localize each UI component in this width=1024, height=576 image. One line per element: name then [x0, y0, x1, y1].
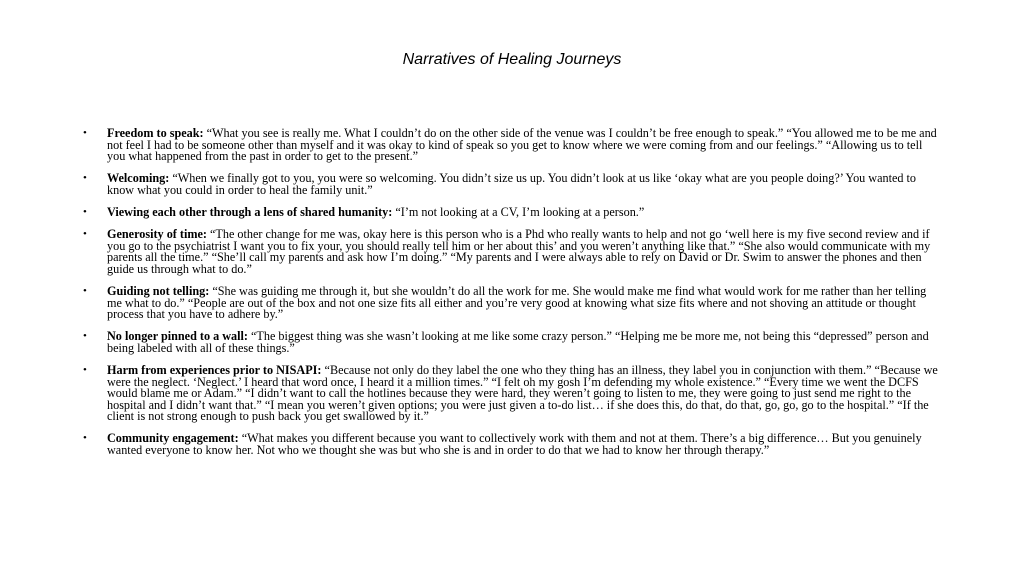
bullet-text: “The other change for me was, okay here is this person who is a Phd who really wants to help and not go ‘well here is my five second review and if you go to the psychiatrist I want you to fix your, you should really tell him or her about this’ and you weren’t anything like that.” “She also would communicate with my parents all the time.” “She’ll call my parents and ask how I’m doing.” “My parents and I were always able to rely on David or Dr. Swim to answer the phones and then guide us through what to do.” [107, 227, 931, 276]
bullet-label: Freedom to speak: [107, 126, 207, 140]
bullet-item-freedom-to-speak [83, 128, 943, 163]
bullet-item-welcoming [83, 173, 943, 196]
bullet-dot-icon: • [83, 284, 87, 297]
bullet-text: “When we finally got to you, you were so welcoming. You didn’t size us up. You didn’t look at us like ‘okay what are you people doing?’ You wanted to know what you could in order to heal the family unit.” [107, 171, 917, 197]
bullet-dot-icon: • [83, 228, 87, 241]
bullet-item-generosity-of-time [83, 229, 943, 275]
bullet-item-no-longer-pinned [83, 331, 943, 354]
bullet-dot-icon: • [83, 330, 87, 343]
bullet-text: “I’m not looking at a CV, I’m looking at a person.” [395, 204, 645, 219]
bullet-text: “She was guiding me through it, but she wouldn’t do all the work for me. She would make me find what would work for me rather than her telling me what to do.” “People are out of the box and not one size fits all either and you’re very good at knowing what size fits where and not shoving an attitude or thought process that you have to adhere by.” [107, 283, 927, 322]
bullet-dot-icon: • [83, 205, 87, 218]
slide-title: Narratives of Healing Journeys [402, 51, 622, 68]
bullet-text: “What makes you different because you want to collectively work with them and not at them. There’s a big difference… But you genuinely wanted everyone to know her. Not who we thought she was but who she is and in order to do that we had to know her through therapy.” [107, 431, 922, 457]
bullet-dot-icon: • [83, 432, 87, 445]
bullet-text: “The biggest thing was she wasn’t looking at me like some crazy person.” “Helping me be more me, not being this “depressed” person and being labeled with all of these things.” [107, 329, 929, 355]
bullet-item-guiding-not-telling [83, 283, 943, 322]
bullet-item-shared-humanity [83, 204, 943, 219]
bullet-dot-icon: • [83, 127, 87, 139]
bullet-item-community-engagement [83, 433, 943, 456]
bullet-list [83, 128, 943, 467]
bullet-label: Community engagement: [107, 431, 242, 446]
bullet-text: “Because not only do they label the one who they thing has an illness, they label you in conjunction with them.” “Because we were the neglect. ‘Neglect.’ I heard that word once, I heard it a million times.” “I felt oh my gosh I’m defending my whole existence.” “Every time we went the DCFS would blame me or Adam.” “I didn’t want to call the hotlines because they were hard, they weren’t going to listen to me, they were going to just send me right to the hospital and I didn’t want that.” “I mean you weren’t given options; you were just given a to-do list… if she does this, do that, do that, go, go, go to the hospital.” “If the client is not strong enough to push back you get swallowed by it.” [107, 362, 938, 424]
bullet-label: Viewing each other through a lens of shared humanity: [107, 204, 396, 219]
bullet-label: No longer pinned to a wall: [107, 329, 252, 344]
bullet-label: Generosity of time: [107, 227, 210, 242]
bullet-dot-icon: • [83, 363, 87, 376]
bullet-label: Welcoming: [107, 171, 173, 186]
bullet-text: “What you see is really me. What I couldn’t do on the other side of the venue was I couldn’t be free enough to speak.” “You allowed me to be me and not feel I had to be someone other than myself and it was okay to kind of speak so you get to know where we were coming from and our feelings.” “Allowing us to tell you what happened from the past in order to get to the present.” [107, 126, 937, 164]
bullet-label: Guiding not telling: [107, 283, 213, 298]
bullet-label: Harm from experiences prior to NISAPI: [107, 362, 325, 377]
bullet-dot-icon: • [83, 172, 87, 185]
bullet-item-harm-prior-experiences [83, 362, 943, 424]
